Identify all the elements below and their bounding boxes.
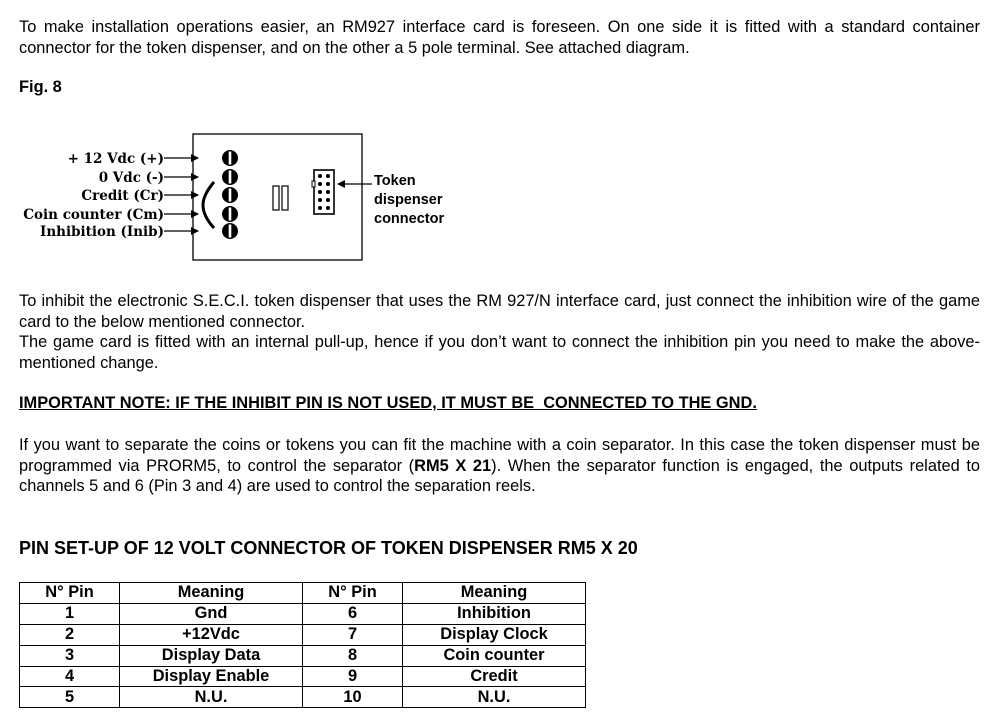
table-cell: 8 (303, 645, 403, 666)
table-cell: Inhibition (403, 603, 586, 624)
table-cell: N.U. (120, 687, 303, 708)
terminal-label-inhibition: Inhibition (Inib) (40, 224, 164, 240)
wiring-diagram (0, 120, 470, 268)
header-meaning-right: Meaning (403, 583, 586, 604)
table-cell: 9 (303, 666, 403, 687)
inhibit-paragraph-2: The game card is fitted with an internal pull-up, hence if you don’t want to connect the inhibition pin you need to make the above-mentioned change. (19, 333, 980, 372)
connector-label-line2: dispenser (374, 192, 443, 208)
table-cell: +12Vdc (120, 624, 303, 645)
table-cell: N.U. (403, 687, 586, 708)
header-meaning-left: Meaning (120, 583, 303, 604)
terminal-label-coin-counter: Coin counter (Cm) (23, 207, 164, 223)
screw-terminal-block (222, 150, 238, 239)
pin-setup-table (19, 582, 586, 708)
section-heading: PIN SET-UP OF 12 VOLT CONNECTOR OF TOKEN DISPENSER RM5 X 20 (19, 538, 638, 558)
table-row (20, 603, 586, 624)
table-cell: Display Clock (403, 624, 586, 645)
table-row (20, 687, 586, 708)
table-row (20, 666, 586, 687)
terminal-label-0vdc: 0 Vdc (-) (98, 170, 164, 186)
table-cell: 10 (303, 687, 403, 708)
table-cell: Coin counter (403, 645, 586, 666)
table-cell: 6 (303, 603, 403, 624)
table-cell: Gnd (120, 603, 303, 624)
header-pin-number-right: N° Pin (303, 583, 403, 604)
inhibit-paragraph-1: To inhibit the electronic S.E.C.I. token dispenser that uses the RM 927/N interface card, just connect the inhibition wire of the game card to the below mentioned connector. (19, 292, 980, 331)
interface-card-outline (193, 134, 362, 260)
center-component (273, 186, 288, 210)
connector-label-line3: connector (374, 211, 445, 227)
intro-paragraph: To make installation operations easier, an RM927 interface card is foreseen. On one side it is fitted with a standard container connector for the token dispenser, and on the other a 5 pole terminal. See attached diagram. (19, 18, 980, 57)
table-cell: 2 (20, 624, 120, 645)
table-cell: 7 (303, 624, 403, 645)
table-row (20, 624, 586, 645)
separator-code: RM5 X 21 (414, 456, 492, 475)
terminal-bracket (203, 182, 214, 228)
separator-text-before: If you want to separate the coins or tokens you can fit the machine with a coin separator. In this case the token dispenser must be programmed via PRORM5, to control the separator ( (19, 436, 980, 475)
table-cell: Credit (403, 666, 586, 687)
separator-paragraph (19, 435, 980, 497)
table-header-row (20, 583, 586, 604)
terminal-label-credit: Credit (Cr) (81, 188, 164, 204)
separator-text-after: ). When the separator function is engaged, the outputs related to channels 5 and 6 (Pin 3 and 4) are used to control the separation reels. (19, 456, 981, 496)
table-row (20, 645, 586, 666)
token-dispenser-connector (312, 170, 334, 214)
terminal-label-12vdc: + 12 Vdc (+) (67, 151, 164, 167)
table-cell: Display Data (120, 645, 303, 666)
connector-label-line1: Token (374, 173, 416, 189)
figure-label: Fig. 8 (19, 78, 62, 96)
table-cell: 1 (20, 603, 120, 624)
table-cell: 4 (20, 666, 120, 687)
table-cell: 5 (20, 687, 120, 708)
table-cell: 3 (20, 645, 120, 666)
table-cell: Display Enable (120, 666, 303, 687)
header-pin-number-left: N° Pin (20, 583, 120, 604)
important-note: IMPORTANT NOTE: IF THE INHIBIT PIN IS NOT USED, IT MUST BE CONNECTED TO THE GND. (19, 394, 757, 412)
